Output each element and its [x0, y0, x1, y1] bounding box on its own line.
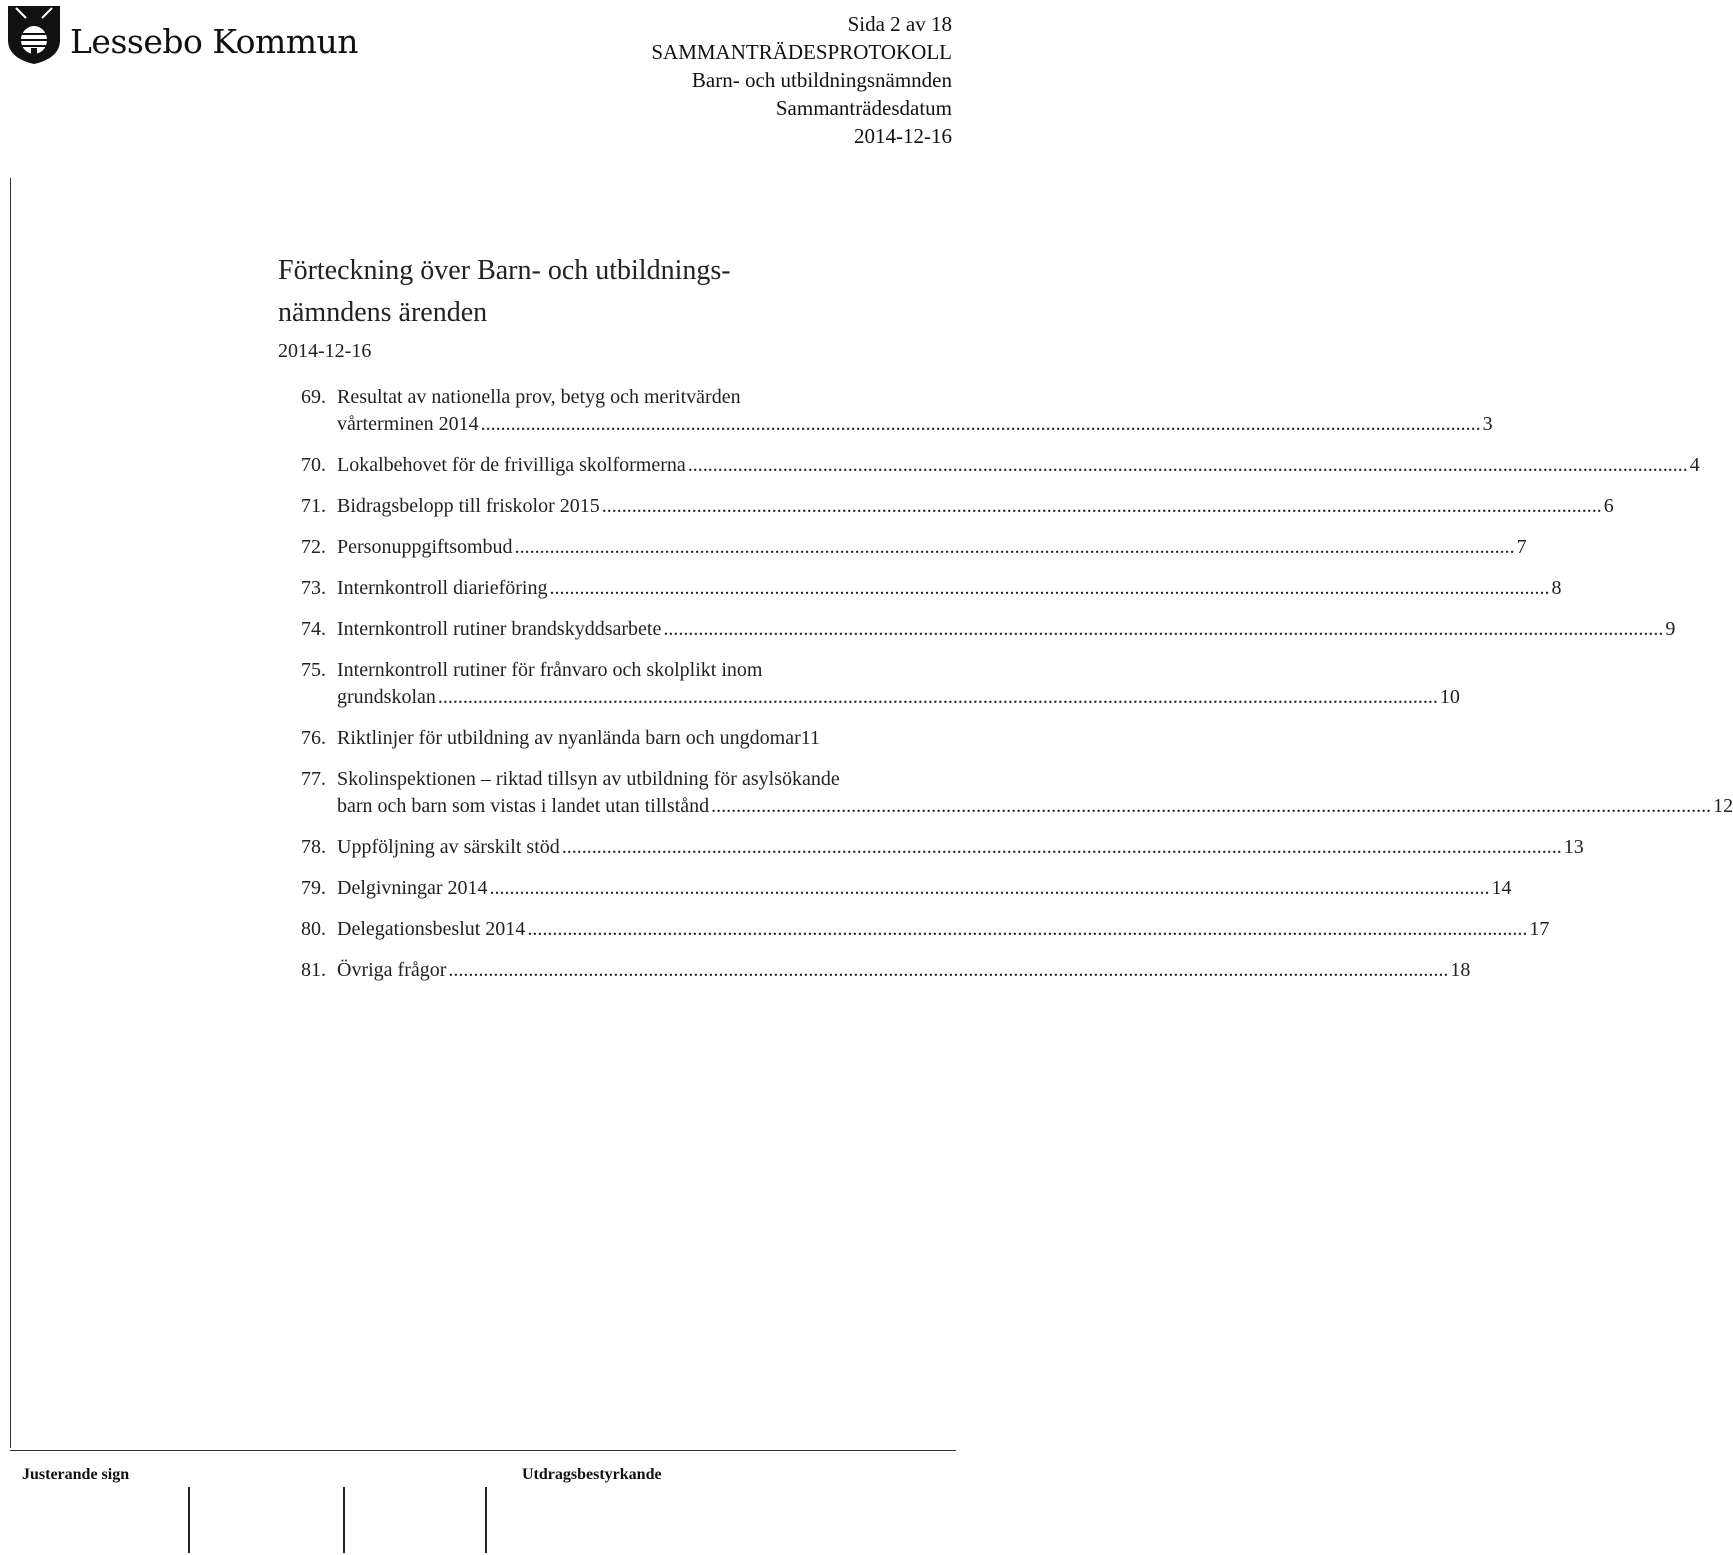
page-info: Sida 2 av 18	[847, 12, 952, 36]
toc-page-number: 12	[1713, 795, 1733, 817]
toc-title: Bidragsbelopp till friskolor 2015	[337, 495, 600, 517]
table-of-contents	[301, 384, 1733, 998]
toc-title: Lokalbehovet för de frivilliga skolformerna	[337, 454, 686, 476]
toc-entry[interactable]	[301, 452, 1700, 479]
toc-title: Delegationsbeslut 2014	[337, 918, 526, 940]
toc-number: 69.	[301, 386, 326, 408]
toc-number: 76.	[301, 727, 326, 749]
toc-entry[interactable]	[301, 384, 1493, 438]
toc-leader-dots: ........................................................................................................................................................................................................	[687, 454, 1688, 476]
toc-title: Resultat av nationella prov, betyg och meritvärden	[337, 386, 741, 408]
toc-entry[interactable]	[301, 657, 1460, 711]
toc-number: 71.	[301, 495, 326, 517]
toc-title: Skolinspektionen – riktad tillsyn av utbildning för asylsökande	[337, 768, 840, 790]
toc-page-number: 7	[1516, 536, 1527, 558]
toc-leader-dots: ........................................................................................................................................................................................................	[663, 618, 1664, 640]
justerande-sign-label: Justerande sign	[22, 1466, 130, 1483]
toc-page-number: 8	[1551, 577, 1562, 599]
signature-divider	[188, 1487, 190, 1553]
toc-leader-dots: ........................................................................................................................................................................................................	[711, 795, 1712, 817]
toc-page-number: 6	[1603, 495, 1614, 517]
footer-rule	[10, 1450, 956, 1451]
toc-entry[interactable]	[301, 916, 1550, 943]
toc-leader-dots: ........................................................................................................................................................................................................	[437, 686, 1438, 708]
toc-page-number: 18	[1450, 959, 1471, 981]
toc-page-number: 9	[1665, 618, 1676, 640]
toc-leader-dots: ........................................................................................................................................................................................................	[480, 413, 1481, 435]
margin-rule	[10, 178, 11, 1448]
toc-title: Övriga frågor	[337, 959, 447, 981]
toc-title: Riktlinjer för utbildning av nyanlända barn och ungdomar	[337, 727, 801, 749]
toc-number: 74.	[301, 618, 326, 640]
toc-title-continued: grundskolan	[337, 686, 436, 708]
signature-divider	[485, 1487, 487, 1553]
toc-entry[interactable]	[301, 534, 1527, 561]
toc-entry[interactable]	[301, 834, 1584, 861]
toc-leader-dots: ........................................................................................................................................................................................................	[448, 959, 1449, 981]
toc-number: 75.	[301, 659, 326, 681]
title-date: 2014-12-16	[278, 340, 372, 362]
toc-number: 70.	[301, 454, 326, 476]
toc-entry[interactable]	[301, 957, 1471, 984]
logo-text: Lessebo Kommun	[70, 22, 359, 61]
committee-name: Barn- och utbildningsnämnden	[691, 68, 952, 92]
toc-title: Delgivningar 2014	[337, 877, 488, 899]
toc-leader-dots: ........................................................................................................................................................................................................	[527, 918, 1528, 940]
title-line-2: nämndens ärenden	[278, 297, 488, 328]
toc-page-number: 13	[1563, 836, 1584, 858]
toc-entry[interactable]	[301, 575, 1562, 602]
toc-page-number: 11	[800, 727, 821, 749]
document-header	[651, 10, 952, 150]
toc-entry[interactable]	[301, 725, 913, 752]
toc-title: Internkontroll rutiner för frånvaro och skolplikt inom	[337, 659, 763, 681]
toc-leader-dots: ........................................................................................................................................................................................................	[549, 577, 1550, 599]
title-line-1: Förteckning över Barn- och utbildnings-	[278, 255, 731, 286]
toc-leader-dots: ........................................................................................................................................................................................................	[561, 836, 1562, 858]
toc-title-continued: barn och barn som vistas i landet utan tillstånd	[337, 795, 710, 817]
toc-number: 80.	[301, 918, 326, 940]
utdragsbestyrkande-label: Utdragsbestyrkande	[522, 1466, 662, 1483]
toc-page-number: 10	[1439, 686, 1460, 708]
toc-title: Internkontroll diarieföring	[337, 577, 548, 599]
toc-entry[interactable]	[301, 875, 1512, 902]
toc-entry[interactable]	[301, 493, 1614, 520]
toc-page-number: 4	[1689, 454, 1700, 476]
toc-entry[interactable]	[301, 766, 1733, 820]
toc-number: 81.	[301, 959, 326, 981]
toc-number: 77.	[301, 768, 326, 790]
toc-number: 78.	[301, 836, 326, 858]
signature-divider	[343, 1487, 345, 1553]
toc-leader-dots: ........................................................................................................................................................................................................	[601, 495, 1602, 517]
toc-page-number: 17	[1529, 918, 1550, 940]
toc-leader-dots: ........................................................................................................................................................................................................	[514, 536, 1515, 558]
toc-number: 73.	[301, 577, 326, 599]
toc-number: 72.	[301, 536, 326, 558]
toc-page-number: 3	[1482, 413, 1493, 435]
meeting-date: 2014-12-16	[854, 124, 952, 148]
beehive-shield-icon	[6, 4, 62, 66]
toc-title: Internkontroll rutiner brandskyddsarbete	[337, 618, 662, 640]
toc-page-number: 14	[1491, 877, 1512, 899]
toc-entry[interactable]	[301, 616, 1676, 643]
toc-title-continued: vårterminen 2014	[337, 413, 479, 435]
page-title	[278, 250, 731, 366]
date-label: Sammanträdesdatum	[775, 96, 952, 120]
toc-number: 79.	[301, 877, 326, 899]
toc-leader-dots: ........................................................................................................................................................................................................	[489, 877, 1490, 899]
municipality-logo	[6, 4, 359, 66]
toc-title: Personuppgiftsombud	[337, 536, 513, 558]
toc-title: Uppföljning av särskilt stöd	[337, 836, 560, 858]
document-type: SAMMANTRÄDESPROTOKOLL	[651, 40, 952, 64]
